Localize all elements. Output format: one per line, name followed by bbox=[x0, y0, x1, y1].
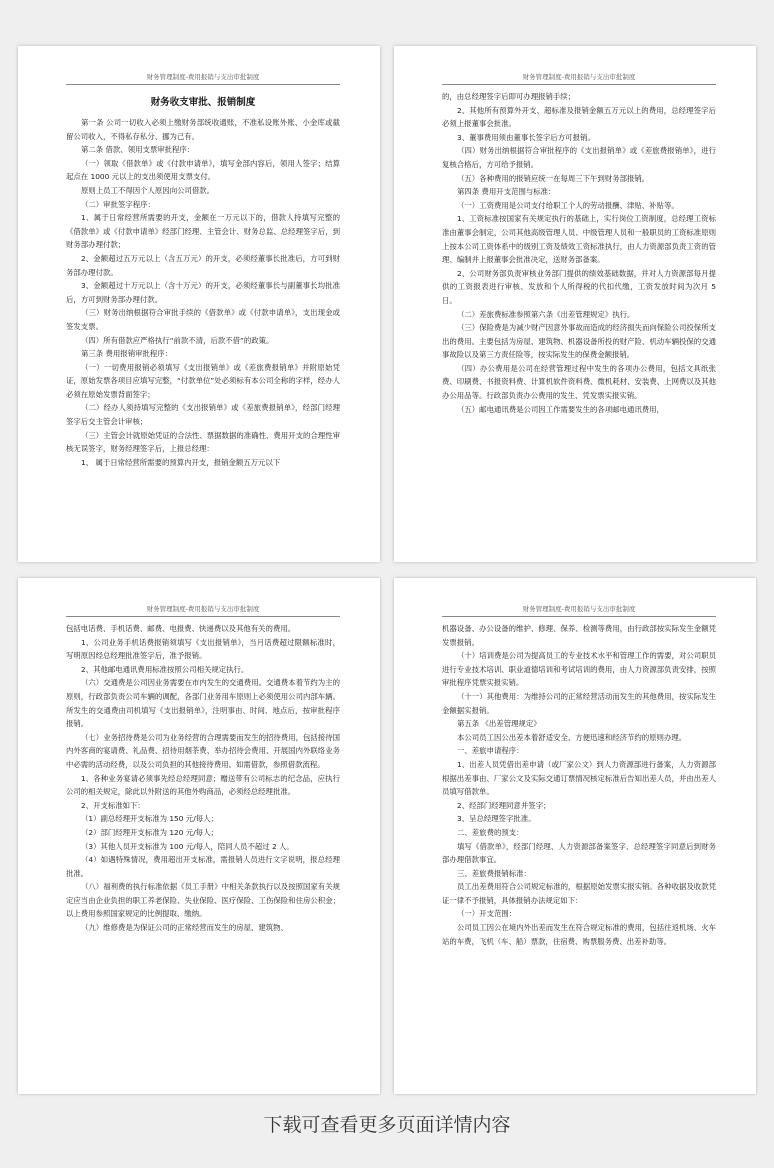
paragraph: 第三条 费用报销审批程序： bbox=[81, 349, 173, 359]
paragraph: 2、开支标准如下： bbox=[81, 800, 145, 810]
document-page-3 bbox=[18, 578, 380, 1094]
paragraph: 2、金额超过五万元以上（含五万元）的开支，必须经董事长批准后，方可到财务部办理付款。 bbox=[66, 253, 340, 277]
paragraph: （2）部门经理开支标准为 120 元/每人； bbox=[81, 827, 218, 837]
paragraph: 1、 属于日常经营所需要的预算内开支，报销金额五万元以下 bbox=[81, 457, 281, 467]
download-more-link[interactable]: 下载可查看更多页面详情内容 bbox=[263, 1114, 511, 1136]
paragraph: 公司员工因公在境内外出差而发生在符合规定标准的费用，包括往返机场、火车站的车费，飞机（车、船）票款，住宿费、购票服务费、出差补助等。 bbox=[442, 923, 716, 946]
paragraph: 1、各种业务宴请必须事先经总经理同意；赠送带有公司标志的纪念品，应执行公司的相关规定，除此以外附送的其他外购商品，必须经总经理批准。 bbox=[66, 773, 340, 797]
paragraph: （五）各种费用的报销应统一在每周三下午到财务部报销。 bbox=[457, 173, 650, 183]
page-header: 财务管理制度-费用报销与支出审批制度 bbox=[66, 604, 340, 617]
page-header: 财务管理制度-费用报销与支出审批制度 bbox=[442, 604, 716, 617]
paragraph: （4）如遇特殊情况，费用超出开支标准，需报销人员进行文字说明，报总经理批准。 bbox=[66, 855, 340, 878]
paragraph: 第一条 公司一切收入必须上缴财务部统收通账，不准私设账外账、小金库或截留公司收入，不得私存私分、挪为己有。 bbox=[66, 118, 340, 141]
paragraph: 原则上员工不得因个人原因向公司借款。 bbox=[81, 185, 215, 195]
paragraph: 1、工资标准按国家有关规定执行的基础上，实行岗位工资制度，总经理工资标准由董事会制定，公司其他高级管理人员、中级管理人员和一般职员的工资标准原则上按本公司工资体系中的级别工资及绩效工资标准执行，由人力资源部负责工资的管理、编制并上报董事会批准决定，送财务部备案。 bbox=[442, 214, 716, 265]
paragraph: （三）财务出纳根据符合审批手续的《借款单》或《付款申请单》，支出现金或签发支票。 bbox=[66, 308, 340, 331]
document-page-4 bbox=[394, 578, 756, 1094]
paragraph: 1、公司业务手机话费报销须填写《支出报销单》，当月话费超过限额标准时，写明原因经总经理批准签字后，准予报销。 bbox=[66, 637, 340, 661]
paragraph: （四）财务出纳根据符合审批程序的《支出报销单》或《差旅费报销单》，进行复核合格后，方可给予报销。 bbox=[442, 146, 716, 169]
paragraph: 3、金额超过十万元以上（含十万元）的开支，必须经董事长与副董事长均批准后，方可到财务部办理付款。 bbox=[66, 281, 340, 304]
paragraph: 包括电话费、手机话费、邮费、电报费、快递费以及其他有关的费用。 bbox=[66, 624, 296, 633]
page-body bbox=[66, 90, 340, 548]
page-body bbox=[66, 622, 340, 1080]
paragraph: 3、呈总经理签字批准。 bbox=[457, 814, 536, 824]
paragraph: 1、属于日常经营所需要的开支，金额在一万元以下的，借款人持填写完整的《借款单》或《付款申请单》经部门经理、主管会计、财务总监、总经理签字后，到财务部办理付款； bbox=[66, 213, 340, 250]
document-page-1 bbox=[18, 46, 380, 562]
paragraph: 第二条 借款、领用支票审批程序： bbox=[81, 145, 195, 155]
paragraph: （十）培训费是公司为提高员工的专业技术水平和管理工作的需要，对公司职员进行专业技术培训、职业道德培训和考试培训的费用，由人力资源部负责安排，按照审批程序凭票实报实销。 bbox=[442, 651, 716, 688]
paragraph: 一、差旅申请程序： bbox=[457, 746, 524, 756]
paragraph: 第五条 《出差管理规定》 bbox=[457, 719, 541, 729]
paragraph: 二、差旅费的预支： bbox=[457, 827, 524, 837]
paragraph: （一）开支范围： bbox=[457, 909, 517, 919]
paragraph: （1）副总经理开支标准为 150 元/每人； bbox=[81, 814, 218, 824]
paragraph: 员工出差费用符合公司规定标准的，根据原始发票实报实销。各种收据及收款凭证一律不予报销，具体报销办法规定如下： bbox=[442, 882, 716, 905]
paragraph: 第四条 费用开支范围与标准： bbox=[457, 187, 556, 197]
paragraph: 三、差旅费报销标准： bbox=[457, 868, 531, 878]
page-body bbox=[442, 90, 716, 548]
document-title: 财务收支审批、报销制度 bbox=[150, 97, 256, 108]
paragraph: （一）工资费用是公司支付给职工个人的劳动报酬、津贴、补贴等。 bbox=[457, 200, 679, 210]
paragraph: （十一）其他费用：为维持公司的正常经营活动而发生的其他费用，按实际发生金额据实报销。 bbox=[442, 691, 716, 715]
page-header: 财务管理制度-费用报销与支出审批制度 bbox=[442, 72, 716, 85]
paragraph: 2、其他邮电通讯费用标准按照公司相关规定执行。 bbox=[81, 664, 249, 674]
paragraph: （三）主管会计就原始凭证的合法性、票据数据的准确性、费用开支的合理性审核无误签字，财务经理签字后，上报总经理： bbox=[66, 430, 340, 454]
paragraph: （二）经办人须持填写完整的《支出报销单》或《差旅费报销单》，经部门经理签字后交主管会计审核； bbox=[66, 403, 340, 427]
paragraph: （一）领取《借款单》或《付款申请单》，填写金部内容后，领用人签字；结算起点在 1000 元以上的支出须使用支票支付。 bbox=[66, 158, 340, 182]
paragraph: （九）维修费是为保证公司的正常经营而发生的房屋、建筑物、 bbox=[81, 923, 288, 933]
paragraph: 3、董事费用须由董事长签字后方可报销。 bbox=[457, 132, 595, 142]
paragraph: 填写《借款单》，经部门经理、人力资源部备案签字、总经理签字同意后到财务部办理借款事宜。 bbox=[442, 841, 716, 865]
paragraph: 本公司员工因公出差本着舒适安全、方便迅速和经济节约的原则办理。 bbox=[457, 732, 687, 742]
page-header: 财务管理制度-费用报销与支出审批制度 bbox=[66, 72, 340, 85]
paragraph: （八）福利费的执行标准依据《员工手册》中相关条款执行以及按照国家有关规定应当由企业负担的职工养老保险、失业保险、医疗保险、工伤保险和住房公积金；以上费用参照国家规定的比例提取、缴纳。 bbox=[66, 882, 340, 919]
document-page-2 bbox=[394, 46, 756, 562]
paragraph: （五）邮电通讯费是公司因工作需要发生的各项邮电通讯费用， bbox=[457, 404, 664, 414]
page-body bbox=[442, 622, 716, 1080]
paragraph: （六）交通费是公司因业务需要在市内发生的交通费用。交通费本着节约为主的原则，行政部负责公司车辆的调配，各部门业务用车原则上必须使用公司内部车辆。所发生的交通费由司机填写《支出报销单》，注明事由、时间、地点后，按审批程序报销。 bbox=[66, 678, 340, 729]
paragraph: （3）其他人员开支标准为 100 元/每人，陪同人员不超过 2 人。 bbox=[81, 841, 294, 851]
paragraph: （一）一切费用报销必须填写《支出报销单》或《差旅费报销单》并附原始凭证，原始发票各项目应填写完整，“付款单位”处必须标有本公司全称的字样，经办人必须在原始发票背面签字； bbox=[66, 362, 340, 399]
paragraph: 2、经部门经理同意并签字； bbox=[457, 800, 551, 810]
paragraph: 机器设备、办公设备的维护、修理、保养、检测等费用，由行政部按实际发生金额凭发票报销。 bbox=[442, 624, 716, 647]
paragraph: 的，由总经理签字后即可办理报销手续； bbox=[442, 92, 576, 101]
paragraph: （四）所有借款应严格执行“前款不清，后款不借”的政策。 bbox=[81, 335, 274, 345]
paragraph: （二）审批签字程序： bbox=[81, 199, 155, 209]
paragraph: 1、出差人员凭借出差申请（或厂家公文）到人力资源部进行备案，人力资源部根据出差事由、厂家公文及实际交通订票情况核定标准后告知出差人员，并由出差人员填写借款单。 bbox=[442, 759, 716, 797]
paragraph: （二）差旅费标准参照第六条《出差管理规定》执行。 bbox=[457, 309, 635, 319]
paragraph: （三）保险费是为减少财产因意外事故而造成的经济损失而向保险公司投保所支出的费用。主要包括为房屋、建筑物、机器设备所投的财产险、机动车辆投保的交通事故险以及第三方责任险等，按实际发生的保费金额报销。 bbox=[442, 323, 716, 360]
paragraph: （四）办公费用是公司在经营管理过程中发生的各项办公费用，包括文具纸张费、印刷费、书报资料费、计算机软件资料费、微机耗材、安装费、上网费以及其他办公用品等。行政部负责办公费用的发生、凭发票实报实销。 bbox=[442, 363, 716, 401]
paragraph: 2、其他所有预算外开支、超标准及报销金额五万元以上的费用，总经理签字后必须上报董事会批准。 bbox=[442, 105, 716, 129]
paragraph: （七）业务招待费是公司为业务经营的合理需要而发生的招待费用，包括接待国内外客商的宴请费、礼品费、招待用烟茶费、举办招待会费用、开展国内外联络业务中必需的活动经费，以及公司负担的其他接待费用。如需借款，参照借款流程。 bbox=[66, 732, 340, 769]
paragraph: 2、公司财务部负责审核业务部门提供的绩效基础数据，并对人力资源部每月提供的工资报表进行审核、发放和个人所得税的代扣代缴，工资发放时间为次月 5 日。 bbox=[442, 268, 716, 305]
